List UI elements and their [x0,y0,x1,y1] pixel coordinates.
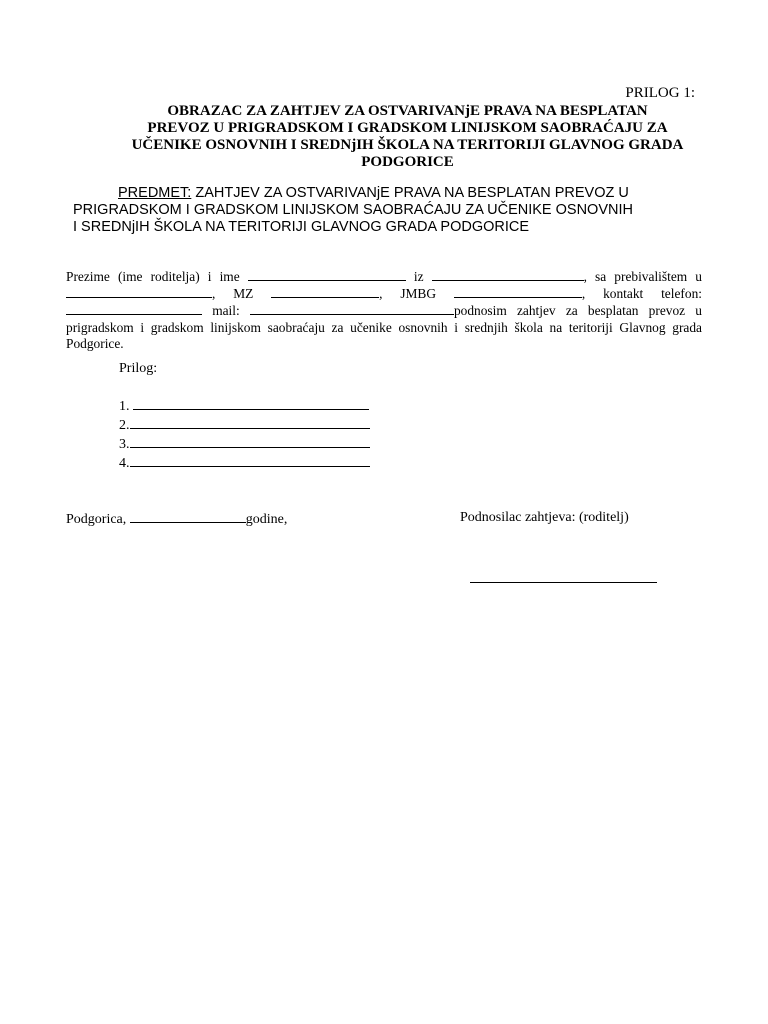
body-text: , kontakt telefon: [581,286,702,302]
attachment-number: 2. [119,418,130,433]
applicant-label: Podnosilac zahtjeva: (roditelj) [460,510,629,525]
attachment-number: 4. [119,456,130,471]
jmbg-blank[interactable] [454,285,582,298]
body-text: Podgorice. [66,335,124,351]
subject-text: I SREDNjIH ŠKOLA NA TERITORIJI GLAVNOG GRADA PODGORICE [73,219,530,235]
body-text: prigradskom i gradskom linijskom saobraćaju za učenike osnovnih i srednjih škola na teritoriji Glavnog grada [66,319,702,335]
attachment-blank[interactable] [130,434,370,448]
place-text: Podgorica, [66,512,127,527]
attachment-item [119,396,370,415]
title-line: OBRAZAC ZA ZAHTJEV ZA OSTVARIVANjE PRAVA NA BESPLATAN [167,103,648,119]
title-line: UČENIKE OSNOVNIH I SREDNjIH ŠKOLA NA TERITORIJI GLAVNOG GRADA [131,137,684,153]
title-line: PODGORICE [361,154,454,170]
origin-blank[interactable] [432,268,584,281]
place-date [66,510,287,528]
attachment-item [119,453,370,472]
parent-name-blank[interactable] [248,268,406,281]
body-text: mail: [212,303,240,319]
subject-text: ZAHTJEV ZA OSTVARIVANjE PRAVA NA BESPLATAN PREVOZ U [191,185,629,201]
attachment-blank[interactable] [133,396,369,410]
phone-blank[interactable] [66,302,202,315]
annex-reference: PRILOG 1: [625,85,695,101]
subject-text: PRIGRADSKOM I GRADSKOM LINIJSKOM SAOBRAĆAJU ZA UČENIKE OSNOVNIH [73,202,633,218]
body-text: iz [413,269,424,284]
mail-blank[interactable] [250,302,454,315]
attachment-number: 1. [119,399,133,414]
body-text: , JMBG [379,286,437,302]
form-title [100,103,715,171]
attachments-list [119,396,370,472]
body-text: podnosim zahtjev za besplatan prevoz u [453,303,702,319]
subject-label: PREDMET: [118,185,192,201]
signature-line[interactable] [470,582,657,583]
body-text: , sa prebivalištem u [583,269,702,284]
date-suffix: godine, [245,512,288,527]
attachment-item [119,434,370,453]
attachments-label: Prilog: [119,361,158,376]
attachment-blank[interactable] [130,453,370,467]
subject-block [73,185,713,236]
attachment-item [119,415,370,434]
residence-blank[interactable] [66,285,212,298]
title-line: PREVOZ U PRIGRADSKOM I GRADSKOM LINIJSKOM SAOBRAĆAJU ZA [147,120,668,136]
body-text: , MZ [212,286,254,302]
mz-blank[interactable] [271,285,379,298]
date-blank[interactable] [130,510,246,523]
attachment-blank[interactable] [130,415,370,429]
attachment-number: 3. [119,437,130,452]
body-text: Prezime (ime roditelja) i ime [66,269,240,284]
request-body [66,268,702,352]
